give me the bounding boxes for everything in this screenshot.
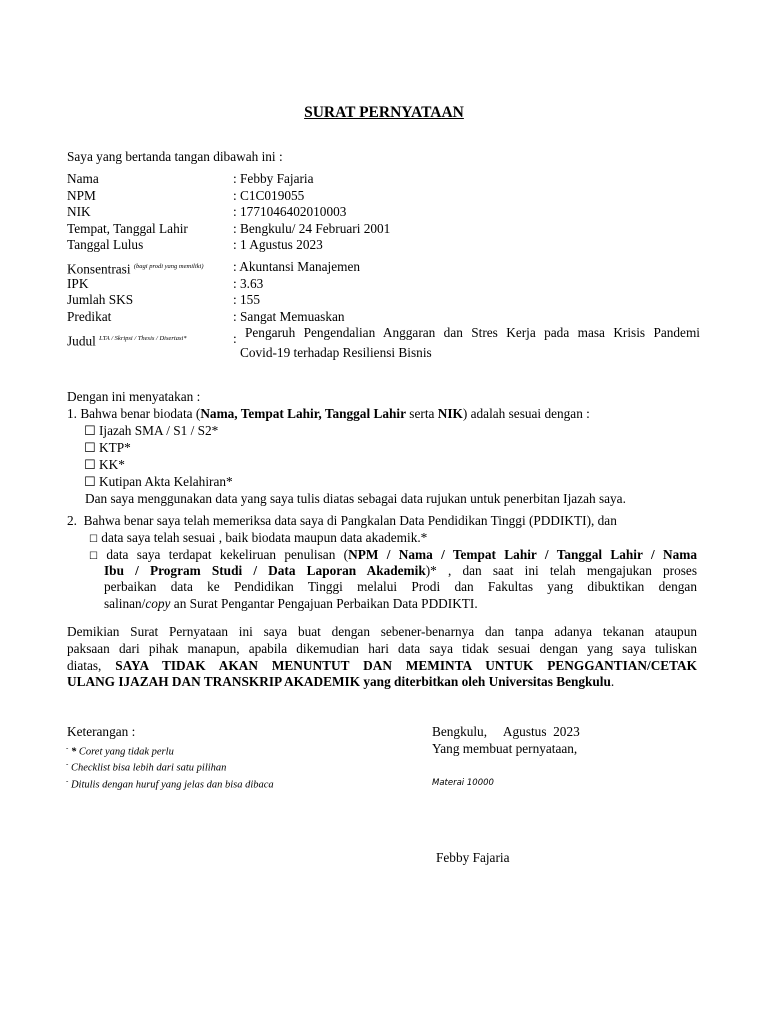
checkbox-icon[interactable]: ☐ bbox=[89, 551, 98, 562]
signature-place-date: Bengkulu, Agustus 2023 bbox=[432, 724, 580, 739]
judul-note: LTA / Skripsi / Thesis / Disertasi* bbox=[99, 335, 187, 342]
closing-line-4: ULANG IJAZAH DAN TRANSKRIP AKADEMIK yang diterbitkan oleh Universitas Bengkulu. bbox=[67, 674, 615, 689]
signature-role: Yang membuat pernyataan, bbox=[432, 741, 578, 756]
note-3: - Ditulis dengan huruf yang jelas dan bisa dibaca bbox=[66, 777, 274, 791]
closing-line-1: Demikian Surat Pernyataan ini saya buat dengan sebener-benarnya dan tanpa adanya tekanan ataupun bbox=[67, 624, 697, 639]
field-value-tempat-tanggal-lahir: : Bengkulu/ 24 Februari 2001 bbox=[233, 221, 391, 236]
field-label-nik: NIK bbox=[67, 204, 91, 219]
field-label-konsentrasi: Konsentrasi $^{(bagi prodi yang memiliki)}$ bbox=[67, 261, 204, 277]
field-label-npm: NPM bbox=[67, 188, 96, 203]
materai-stamp: Materai 10000 bbox=[432, 778, 494, 788]
field-label-nama: Nama bbox=[67, 171, 99, 186]
point-1-closing: Dan saya menggunakan data yang saya tulis diatas sebagai data rujukan untuk penerbitan Ijazah saya. bbox=[85, 491, 626, 506]
konsentrasi-note: (bagi prodi yang memiliki) bbox=[133, 263, 204, 270]
declaration-intro: Dengan ini menyatakan : bbox=[67, 389, 201, 404]
option-data-keliru-line-1[interactable]: ☐ data saya terdapat kekeliruan penulisan (NPM / Nama / Tempat Lahir / Tanggal Lahir / Nama bbox=[89, 547, 697, 562]
field-value-nik: : 1771046402010003 bbox=[233, 204, 347, 219]
checkbox-icon[interactable]: ☐ bbox=[89, 534, 98, 545]
field-label-ipk: IPK bbox=[67, 276, 89, 291]
option-data-keliru-line-3: perbaikan data ke Pendidikan Tinggi melalui Prodi dan Fakultas yang dibuktikan dengan bbox=[104, 579, 697, 594]
option-data-sesuai[interactable]: ☐ data saya telah sesuai , baik biodata maupun data akademik.* bbox=[89, 530, 428, 545]
checkbox-icon[interactable]: ☐ bbox=[84, 458, 96, 473]
field-value-konsentrasi: : Akuntansi Manajemen bbox=[233, 259, 361, 274]
option-data-keliru-line-4: salinan/copy an Surat Pengantar Pengajuan Perbaikan Data PDDIKTI. bbox=[104, 596, 478, 611]
field-label-jumlah-sks: Jumlah SKS bbox=[67, 292, 134, 307]
option-kk[interactable]: ☐ KK* bbox=[84, 457, 125, 473]
option-data-keliru-line-2: Ibu / Program Studi / Data Laporan Akademik)* , dan saat ini telah mengajukan proses bbox=[104, 563, 697, 578]
field-value-npm: : C1C019055 bbox=[233, 188, 305, 203]
field-value-jumlah-sks: : 155 bbox=[233, 292, 260, 307]
field-label-tempat-tanggal-lahir: Tempat, Tanggal Lahir bbox=[67, 221, 188, 236]
field-value-nama: : Febby Fajaria bbox=[233, 171, 314, 186]
checkbox-icon[interactable]: ☐ bbox=[84, 475, 96, 490]
keterangan-title: Keterangan : bbox=[67, 724, 136, 739]
judul-line-2: Covid-19 terhadap Resiliensi Bisnis bbox=[240, 345, 432, 360]
point-1-text: 1. Bahwa benar biodata (Nama, Tempat Lahir, Tanggal Lahir serta NIK) adalah sesuai dengan : bbox=[67, 406, 590, 421]
option-ktp[interactable]: ☐ KTP* bbox=[84, 440, 131, 456]
note-2: - Checklist bisa lebih dari satu pilihan bbox=[66, 760, 227, 774]
option-akta-kelahiran[interactable]: ☐ Kutipan Akta Kelahiran* bbox=[84, 474, 233, 490]
note-1: - * Coret yang tidak perlu bbox=[66, 744, 174, 758]
field-label-tanggal-lulus: Tanggal Lulus bbox=[67, 237, 144, 252]
closing-line-3: diatas, SAYA TIDAK AKAN MENUNTUT DAN MEMINTA UNTUK PENGGANTIAN/CETAK bbox=[67, 658, 697, 673]
field-label-predikat: Predikat bbox=[67, 309, 112, 324]
field-label-judul: Judul $^{LTA / Skripsi / Thesis / Disertasi*}$ bbox=[67, 333, 187, 349]
option-ijazah[interactable]: ☐ Ijazah SMA / S1 / S2* bbox=[84, 423, 219, 439]
checkbox-icon[interactable]: ☐ bbox=[84, 441, 96, 456]
field-value-ipk: : 3.63 bbox=[233, 276, 264, 291]
signature-name: Febby Fajaria bbox=[436, 850, 510, 865]
intro-text: Saya yang bertanda tangan dibawah ini : bbox=[67, 149, 283, 164]
field-value-tanggal-lulus: : 1 Agustus 2023 bbox=[233, 237, 323, 252]
document-title: SURAT PERNYATAAN bbox=[304, 104, 464, 121]
closing-line-2: paksaan dari pihak manapun, apabila dikemudian hari data saya tidak sesuai dengan yang saya tuliskan bbox=[67, 641, 697, 656]
judul-colon: : bbox=[233, 331, 237, 346]
field-value-predikat: : Sangat Memuaskan bbox=[233, 309, 345, 324]
point-2-text: 2. Bahwa benar saya telah memeriksa data saya di Pangkalan Data Pendidikan Tinggi (PDDIKTI), dan bbox=[67, 513, 617, 528]
judul-line-1: Pengaruh Pengendalian Anggaran dan Stres Kerja pada masa Krisis Pandemi bbox=[245, 325, 700, 340]
checkbox-icon[interactable]: ☐ bbox=[84, 424, 96, 439]
